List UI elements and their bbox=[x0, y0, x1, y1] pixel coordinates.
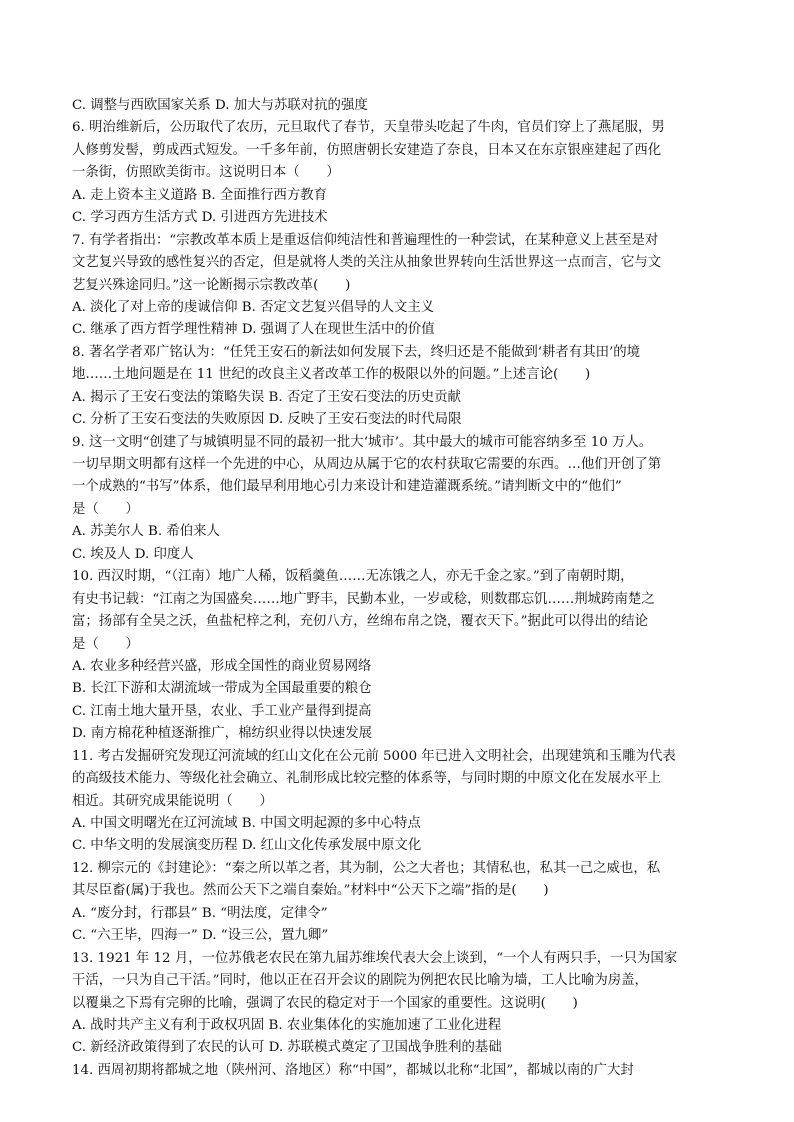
text-line: 一条街，仿照欧美街市。这说明日本（ ） bbox=[72, 165, 340, 181]
text-line: 人修剪发髻，剪成西式短发。一千多年前，仿照唐朝长安建造了奈良，日本又在东京银座建起了西化 bbox=[72, 142, 662, 158]
text-line: 一切早期文明都有这样一个先进的中心，从周边从属于它的农村获取它需要的东西。…他们开创了第 bbox=[72, 457, 662, 472]
text-line: C. 中华文明的发展演变历程 D. 红山文化传承发展中原文化 bbox=[72, 838, 422, 854]
text-line: A. 揭示了王安石变法的策略失误 B. 否定了王安石变法的历史贡献 bbox=[72, 389, 461, 405]
text-line: A. 苏美尔人 B. 希伯来人 bbox=[72, 524, 220, 540]
text-line: D. 南方棉花种植逐渐推广，棉纺织业得以快速发展 bbox=[72, 726, 372, 742]
text-line: C. 埃及人 D. 印度人 bbox=[72, 546, 194, 562]
text-line: 富；扬部有全吴之沃，鱼盐杞梓之利，充仞八方，丝绵布帛之饶，覆衣天下。”据此可以得出的结论 bbox=[72, 614, 648, 630]
text-line: 是（ ） bbox=[72, 501, 139, 517]
text-line: 一个成熟的“书写”体系，他们最早利用地心引力来设计和建造灌溉系统。”请判断文中的“他们” bbox=[72, 479, 622, 495]
text-line: 其尽臣畜(属)于我也。然而公天下之端自秦始。”材料中“公天下之端”指的是( ) bbox=[72, 883, 549, 899]
text-line: B. 长江下游和太湖流域一带成为全国最重要的粮仓 bbox=[72, 681, 372, 697]
text-line: 文艺复兴导致的感性复兴的否定，但是就将人类的关注从抽象世界转向生活世界这一点而言，它与文 bbox=[72, 255, 662, 271]
text-line: C. 学习西方生活方式 D. 引进西方先进技术 bbox=[72, 210, 328, 226]
text-line: C. 新经济政策得到了农民的认可 D. 苏联模式奠定了卫国战争胜利的基础 bbox=[72, 1040, 502, 1056]
text-line: 14. 西周初期将都城之地（陕州河、洛地区）称“中国”，都城以北称“北国”，都城以南的广大封 bbox=[72, 1062, 634, 1078]
text-line: 有史书记载：“江南之为国盛矣……地广野丰，民勤本业，一岁或稔，则数郡忘饥……荆城跨南楚之 bbox=[72, 591, 655, 607]
text-line: A. 中国文明曙光在辽河流域 B. 中国文明起源的多中心特点 bbox=[72, 816, 421, 831]
text-line: C. 江南土地大量开垦，农业、手工业产量得到提高 bbox=[72, 703, 372, 719]
text-line: 干活，一只为自己干活。”同时，他以正在召开会议的剧院为例把农民比喻为墙，工人比喻为房盖， bbox=[72, 973, 648, 989]
text-line: C. 调整与西欧国家关系 D. 加大与苏联对抗的强度 bbox=[72, 98, 368, 113]
exam-page-text bbox=[72, 95, 724, 1082]
text-line: C. 分析了王安石变法的失败原因 D. 反映了王安石变法的时代局限 bbox=[72, 412, 462, 428]
text-line: 13. 1921 年 12 月，一位苏俄老农民在第九届苏维埃代表大会上谈到，“一个人有两只手，一只为国家 bbox=[72, 950, 678, 966]
text-line: 相近。其研究成果能说明（ ） bbox=[72, 793, 273, 809]
text-line: A. “废分封，行郡县” B. “明法度，定律令” bbox=[72, 905, 328, 921]
text-line: C. “六王毕，四海一” D. “设三公，置九卿” bbox=[72, 928, 329, 944]
text-line: 10. 西汉时期，“（江南）地广人稀，饭稻羹鱼……无冻饿之人，亦无千金之家。”到了南朝时期， bbox=[72, 569, 634, 585]
text-line: 8. 著名学者邓广铭认为：“任凭王安石的新法如何发展下去，终归还是不能做到‘耕者有其田’的境 bbox=[72, 344, 641, 360]
text-line: 地……土地问题是在 11 世纪的改良主义者改革工作的极限以外的问题。”上述言论( ) bbox=[72, 367, 591, 383]
text-line: A. 农业多种经营兴盛，形成全国性的商业贸易网络 bbox=[72, 658, 372, 674]
text-line: 7. 有学者指出：“宗教改革本质上是重返信仰纯洁性和普遍理性的一种尝试，在某种意义上甚至是对 bbox=[72, 232, 659, 248]
text-line: 6. 明治维新后，公历取代了农历，元旦取代了春节，天皇带头吃起了牛肉，官员们穿上了燕尾服，男 bbox=[72, 120, 665, 136]
text-line: A. 战时共产主义有利于政权巩固 B. 农业集体化的实施加速了工业化进程 bbox=[72, 1017, 502, 1033]
text-line: 以覆巢之下焉有完卵的比喻，强调了农民的稳定对于一个国家的重要性。这说明( ) bbox=[72, 995, 578, 1011]
text-line: A. 走上资本主义道路 B. 全面推行西方教育 bbox=[72, 187, 328, 203]
text-line: A. 淡化了对上帝的虔诚信仰 B. 否定文艺复兴倡导的人文主义 bbox=[72, 299, 435, 315]
text-line: 的高级技术能力、等级化社会确立、礼制形成比较完整的体系等，与同时期的中原文化在发展水平上 bbox=[72, 771, 662, 787]
text-line: C. 继承了西方哲学理性精神 D. 强调了人在现世生活中的价值 bbox=[72, 322, 435, 338]
text-line: 9. 这一文明“创建了与城镇明显不同的最初一批大‘城市’。其中最大的城市可能容纳多至 10 万人。 bbox=[72, 434, 653, 450]
text-line: 12. 柳宗元的《封建论》：“秦之所以革之者，其为制，公之大者也；其情私也，私其一己之威也，私 bbox=[72, 860, 661, 876]
text-line: 艺复兴殊途同归。”这一论断揭示宗教改革( ) bbox=[72, 277, 351, 293]
text-line: 是（ ） bbox=[72, 636, 139, 652]
text-line: 11. 考古发掘研究发现辽河流域的红山文化在公元前 5000 年已进入文明社会，出现建筑和玉雕为代表 bbox=[72, 748, 676, 764]
